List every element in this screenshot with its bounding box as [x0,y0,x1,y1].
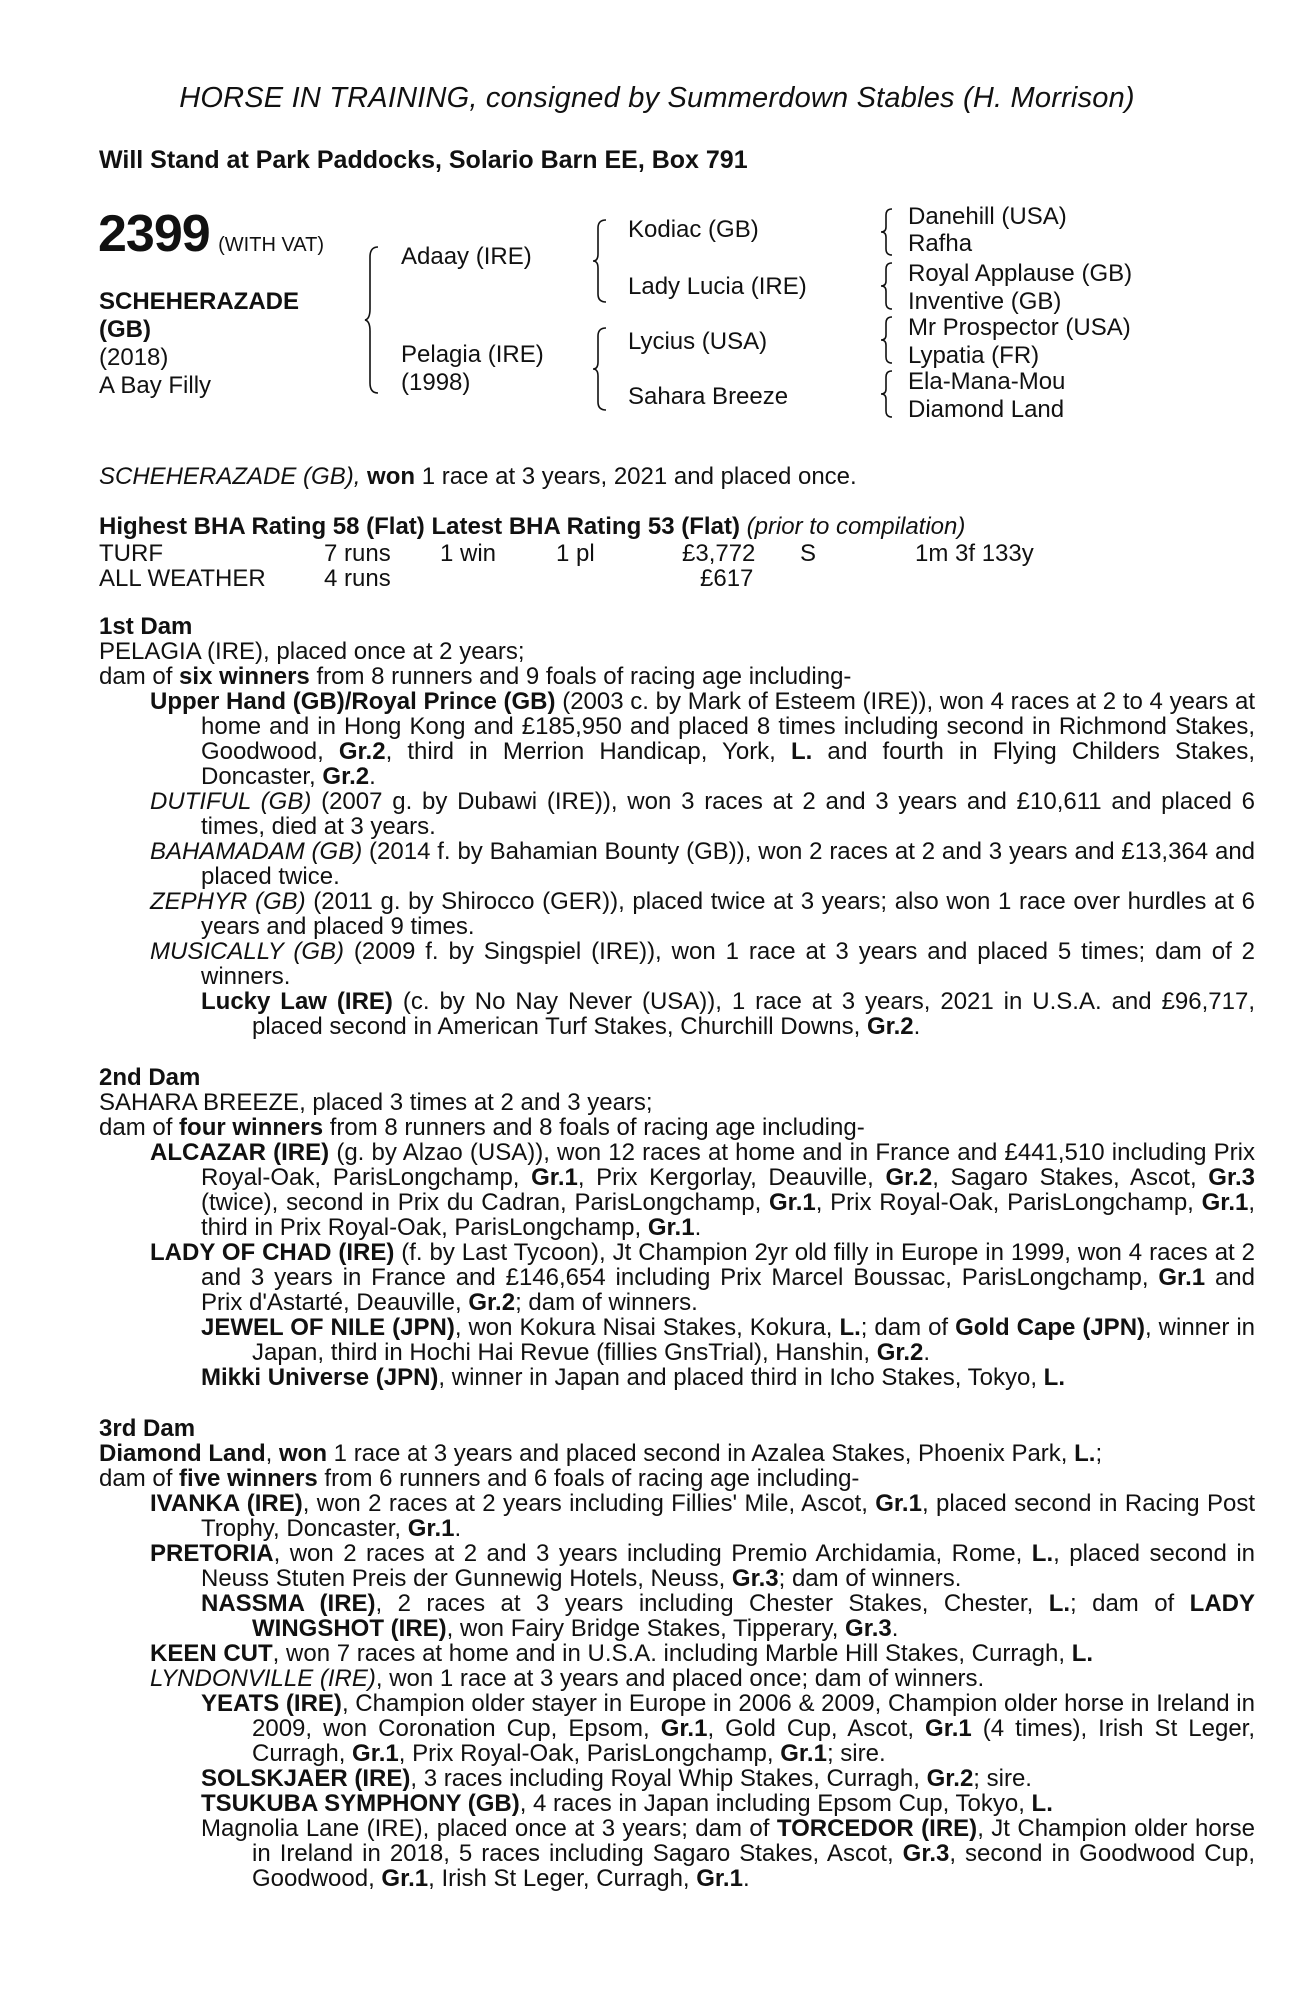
produce-entry [201,1365,1255,1390]
entry-text: Gr.1 [407,1515,455,1542]
entry-text: . [369,763,376,790]
entry-text: Gr.1 [381,1865,429,1892]
entry-text: , won 7 races at home and in U.S.A. including Marble Hill Stakes, Curragh, [272,1640,1072,1667]
entry-text: , won Fairy Bridge Stakes, Tipperary, [446,1615,846,1642]
entry-text: L. [1031,1790,1053,1817]
entry-text: , Irish St Leger, Curragh, [428,1865,697,1892]
entry-text: Gr.3 [902,1840,950,1867]
entry-text: , placed second in Racing Post Trophy, Doncaster, [201,1490,1255,1542]
entry-text: (2009 f. by Singspiel (IRE)), won 1 race at 3 years and placed 5 times; dam of 2 winners. [201,938,1256,990]
entry-text: , Prix Royal-Oak, ParisLongchamp, [815,1189,1202,1216]
produce-entry [150,1491,1255,1541]
dam-dam: Sahara Breeze [628,383,789,410]
entry-text: ; dam of [860,1314,956,1341]
entry-text: Gr.1 [875,1490,922,1517]
entry-text: , won 1 race at 3 years and placed once; dam of winners. [375,1665,985,1692]
entry-text: Gr.1 [1201,1189,1249,1216]
entry-text: ALCAZAR (IRE) [150,1139,330,1166]
produce-entry [150,1641,1255,1666]
entry-text: Magnolia Lane (IRE), placed once at 3 years; dam of [201,1815,777,1842]
entry-text: Gr.2 [322,763,370,790]
entry-text: , winner in Japan and placed third in Icho Stakes, Tokyo, [438,1364,1044,1391]
entry-text: Upper Hand (GB)/Royal Prince (GB) [150,688,556,715]
entry-text: (twice), second in Prix du Cadran, ParisLongchamp, [201,1189,770,1216]
entry-text: , second in Goodwood Cup, Goodwood, [252,1840,1255,1892]
produce-entry [150,1140,1255,1240]
entry-text: , third in Prix Royal-Oak, ParisLongchamp, [201,1189,1256,1241]
entry-text: PRETORIA [150,1540,274,1567]
entry-text: (f. by Last Tycoon), Jt Champion 2yr old filly in Europe in 1999, won 4 races at 2 and 3 years in France and £146,654 including Prix Marcel Boussac, ParisLongchamp, [201,1239,1255,1291]
second-dam-heading: 2nd Dam [99,1064,201,1091]
entry-text: Gr.1 [531,1164,578,1191]
pedigree-brace-6 [880,315,896,365]
entry-text: Gr.3 [731,1565,779,1592]
grandsire-3: Mr Prospector (USA) [908,314,1131,341]
grandsire-1: Danehill (USA) [908,203,1067,230]
pedigree-brace-2 [592,218,612,304]
granddam-4: Diamond Land [908,396,1065,423]
second-dam-produce: dam of four winners from 8 runners and 8 foals of racing age including- [99,1114,865,1141]
entry-text: . [913,1013,921,1040]
produce-entry [150,1666,1255,1691]
entry-text: IVANKA (IRE) [150,1490,303,1517]
entry-text: ; sire. [973,1765,1032,1792]
produce-entry [150,1240,1255,1315]
pedigree-brace-7 [880,369,896,419]
dam-year: (1998) [401,369,471,396]
entry-text: (c. by No Nay Never (USA)), 1 race at 3 years, 2021 in U.S.A. and £96,717, placed second in American Turf Stakes, Churchill Downs, [252,988,1255,1040]
entry-text: , 3 races including Royal Whip Stakes, Curragh, [410,1765,927,1792]
produce-entry [150,689,1255,789]
lot-number-block [98,204,324,264]
pedigree-brace-3 [592,326,612,412]
race-summary: SCHEHERAZADE (GB), won 1 race at 3 years, 2021 and placed once. [99,463,857,490]
first-dam-line: PELAGIA (IRE), placed once at 2 years; [99,638,525,665]
horse-description: A Bay Filly [99,372,212,399]
entry-text: (2014 f. by Bahamian Bounty (GB)), won 2 races at 2 and 3 years and £13,364 and placed twice. [201,838,1256,890]
produce-entry [201,1766,1255,1791]
dam-sire: Lycius (USA) [628,328,768,355]
entry-text: , Gold Cup, Ascot, [707,1715,926,1742]
entry-text: ; dam of [1070,1590,1190,1617]
entry-text: SOLSKJAER (IRE) [201,1765,411,1792]
first-dam-heading: 1st Dam [99,613,193,640]
entry-text: L. [1031,1540,1054,1567]
entry-text: (2011 g. by Shirocco (GER)), placed twice at 3 years; also won 1 race over hurdles at 6 years and placed 9 times. [201,888,1255,940]
sire-sire: Kodiac (GB) [628,216,759,243]
entry-text: . [454,1515,462,1542]
bha-rating: Highest BHA Rating 58 (Flat) Latest BHA Rating 53 (Flat) (prior to compilation) [99,513,966,540]
entry-text: , placed second in Neuss Stuten Preis der Gunnewig Hotels, Neuss, [201,1540,1255,1592]
entry-text: ; dam of winners. [778,1565,962,1592]
produce-entry [201,1791,1255,1816]
entry-text: , Champion older stayer in Europe in 2006 & 2009, Champion older horse in Ireland in 2009, won Coronation Cup, Epsom, [252,1690,1255,1742]
entry-text: Gr.1 [925,1715,972,1742]
entry-text: , Jt Champion older horse in Ireland in 2018, 5 races including Sagaro Stakes, Ascot, [252,1815,1256,1867]
third-dam-produce: dam of five winners from 6 runners and 6 foals of racing age including- [99,1465,860,1492]
first-dam-produce: dam of six winners from 8 runners and 9 foals of racing age including- [99,663,852,690]
entry-text: . [694,1214,702,1241]
entry-text: (2007 g. by Dubawi (IRE)), won 3 races at 2 and 3 years and £10,611 and placed 6 times, died at 3 years. [201,788,1256,840]
stats-row-all-weather: ALL WEATHER 4 runs £617 [99,565,754,592]
produce-entry [201,1315,1255,1365]
pedigree-brace-4 [880,207,896,257]
produce-entry [150,889,1255,939]
entry-text: Gr.2 [926,1765,974,1792]
entry-text: (g. by Alzao (USA)), won 12 races at home and in France and £441,510 including Prix Royal-Oak, ParisLongchamp, [201,1139,1256,1191]
entry-text: L. [1071,1640,1094,1667]
second-dam-line: SAHARA BREEZE, placed 3 times at 2 and 3 years; [99,1089,653,1116]
entry-text: TSUKUBA SYMPHONY (GB) [201,1790,520,1817]
entry-text: , won 2 races at 2 years including Fillies' Mile, Ascot, [302,1490,876,1517]
produce-entry [150,839,1255,889]
entry-text: YEATS (IRE) [201,1690,342,1717]
produce-entry [201,1691,1255,1766]
entry-text: , Prix Kergorlay, Deauville, [577,1164,886,1191]
entry-text: , third in Merrion Handicap, York, [385,738,791,765]
entry-text: , won 2 races at 2 and 3 years including Premio Archidamia, Rome, [273,1540,1032,1567]
produce-entry [150,789,1255,839]
entry-text: (2003 c. by Mark of Esteem (IRE)), won 4 races at 2 to 4 years at home and in Hong Kong and £185,950 and placed 8 times including second in Richmond Stakes, Goodwood, [201,688,1255,765]
entry-text: ; dam of winners. [515,1289,698,1316]
entry-text: Gr.2 [866,1013,914,1040]
entry-text: Gr.1 [696,1865,743,1892]
entry-text: , winner in Japan, third in Hochi Hai Revue (fillies GnsTrial), Hanshin, [252,1314,1255,1366]
entry-text: . [742,1865,750,1892]
granddam-2: Inventive (GB) [908,288,1062,315]
entry-text: Gr.2 [885,1164,933,1191]
entry-text: ; sire. [826,1740,886,1767]
entry-text: , Sagaro Stakes, Ascot, [932,1164,1209,1191]
entry-text: Gr.1 [352,1740,399,1767]
entry-text: and Prix d'Astarté, Deauville, [201,1264,1255,1316]
entry-text: Gr.1 [647,1214,695,1241]
grandsire-2: Royal Applause (GB) [908,260,1133,287]
sire-dam: Lady Lucia (IRE) [628,273,807,300]
produce-entry [201,989,1255,1039]
sire: Adaay (IRE) [401,243,532,270]
produce-entry [201,1816,1255,1891]
entry-text: Gr.2 [468,1289,516,1316]
entry-text: , 2 races at 3 years including Chester Stakes, Chester, [375,1590,1049,1617]
entry-text: Gr.1 [780,1740,827,1767]
third-dam-line: Diamond Land, won 1 race at 3 years and placed second in Azalea Stakes, Phoenix Park, L.; [99,1440,1103,1467]
pedigree-brace-5 [880,261,896,311]
entry-text: MUSICALLY (GB) [150,938,344,965]
entry-text: BAHAMADAM (GB) [150,838,363,865]
entry-text: Gr.1 [769,1189,816,1216]
entry-text: , 4 races in Japan including Epsom Cup, Tokyo, [519,1790,1032,1817]
produce-entry [201,1591,1255,1641]
entry-text: Gr.2 [876,1339,924,1366]
third-dam-heading: 3rd Dam [99,1415,196,1442]
page-header: HORSE IN TRAINING, consigned by Summerdown Stables (H. Morrison) [179,82,1135,114]
entry-text: Gr.3 [1208,1164,1255,1191]
dam: Pelagia (IRE) [401,341,544,368]
entry-text: Gr.2 [338,738,386,765]
entry-text: . [891,1615,899,1642]
horse-details [99,288,299,400]
entry-text: , Prix Royal-Oak, ParisLongchamp, [398,1740,781,1767]
entry-text: Gold Cape (JPN) [955,1314,1146,1341]
entry-text: DUTIFUL (GB) [150,788,312,815]
entry-text: JEWEL OF NILE (JPN) [201,1314,455,1341]
entry-text: Mikki Universe (JPN) [201,1364,439,1391]
produce-entry [150,939,1255,989]
stats-table [99,541,1199,591]
entry-text: NASSMA (IRE) [201,1590,376,1617]
horse-name: SCHEHERAZADE [99,288,300,315]
entry-text: Lucky Law (IRE) [201,988,393,1015]
entry-text: (4 times), Irish St Leger, Curragh, [252,1715,1255,1767]
entry-text: and fourth in Flying Childers Stakes, Doncaster, [201,738,1256,790]
entry-text: L. [1048,1590,1071,1617]
entry-text: L. [1043,1364,1065,1391]
stats-row-turf: TURF 7 runs 1 win 1 pl £3,772 S 1m 3f 133y [99,540,1034,567]
horse-country: (GB) [99,316,151,343]
horse-year: (2018) [99,344,169,371]
vat-note: (WITH VAT) [218,234,325,256]
entry-text: ZEPHYR (GB) [150,888,306,915]
entry-text: TORCEDOR (IRE) [776,1815,978,1842]
entry-text: LADY WINGSHOT (IRE) [252,1590,1255,1642]
granddam-1: Rafha [908,230,973,257]
entry-text: Gr.1 [660,1715,708,1742]
produce-entry [150,1541,1255,1591]
entry-text: Gr.3 [845,1615,892,1642]
entry-text: L. [790,738,813,765]
entry-text: LYNDONVILLE (IRE) [150,1665,376,1692]
entry-text: L. [839,1314,861,1341]
entry-text: Gr.1 [1158,1264,1206,1291]
entry-text: , won Kokura Nisai Stakes, Kokura, [454,1314,840,1341]
entry-text: KEEN CUT [150,1640,273,1667]
lot-number: 2399 [98,205,210,263]
granddam-3: Lypatia (FR) [908,342,1040,369]
stand-location: Will Stand at Park Paddocks, Solario Barn EE, Box 791 [99,146,748,174]
entry-text: LADY OF CHAD (IRE) [150,1239,395,1266]
grandsire-4: Ela-Mana-Mou [908,368,1066,395]
pedigree-brace-1 [364,245,384,395]
entry-text: . [923,1339,931,1366]
